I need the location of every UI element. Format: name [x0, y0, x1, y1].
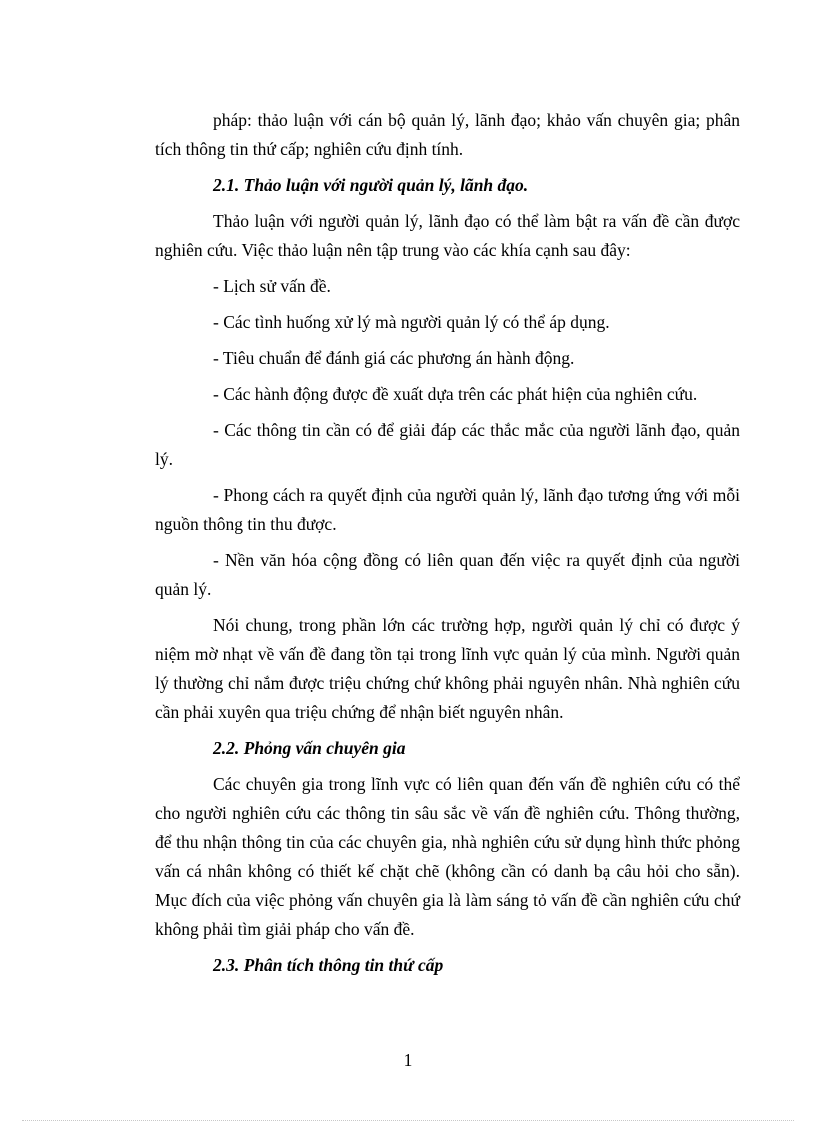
list-item: - Các hành động được đề xuất dựa trên các phát hiện của nghiên cứu.	[213, 384, 698, 404]
list-item: - Nền văn hóa cộng đồng có liên quan đến việc ra quyết định của người quản lý.	[155, 550, 740, 599]
list-item: - Lịch sử vấn đề.	[213, 276, 331, 296]
page-number: 1	[403, 1050, 413, 1070]
paragraph: Thảo luận với người quản lý, lãnh đạo có thể làm bật ra vấn đề cần được nghiên cứu. Việc thảo luận nên tập trung vào các khía cạnh sau đây:	[155, 211, 740, 260]
list-item: - Tiêu chuẩn để đánh giá các phương án hành động.	[213, 348, 575, 368]
list-item: - Các thông tin cần có để giải đáp các thắc mắc của người lãnh đạo, quản lý.	[155, 420, 740, 469]
page-bottom-divider	[22, 1120, 794, 1121]
section-heading: 2.2. Phỏng vấn chuyên gia	[213, 738, 406, 758]
list-item: - Phong cách ra quyết định của người quản lý, lãnh đạo tương ứng với mỗi nguồn thông tin thu được.	[155, 485, 740, 534]
paragraph: Nói chung, trong phần lớn các trường hợp, người quản lý chỉ có được ý niệm mờ nhạt về vấn đề đang tồn tại trong lĩnh vực quản lý của mình. Người quản lý thường chỉ nắm được triệu chứng chứ không phải nguyên nhân. Nhà nghiên cứu cần phải xuyên qua triệu chứng để nhận biết nguyên nhân.	[155, 615, 740, 722]
document-body	[155, 106, 740, 987]
paragraph: Các chuyên gia trong lĩnh vực có liên quan đến vấn đề nghiên cứu có thể cho người nghiên cứu các thông tin sâu sắc về vấn đề nghiên cứu. Thông thường, để thu nhận thông tin của các chuyên gia, nhà nghiên cứu sử dụng hình thức phỏng vấn cá nhân không có thiết kế chặt chẽ (không cần có danh bạ câu hỏi cho sẵn). Mục đích của việc phỏng vấn chuyên gia là làm sáng tỏ vấn đề cần nghiên cứu chứ không phải tìm giải pháp cho vấn đề.	[155, 774, 740, 939]
section-heading: 2.3. Phân tích thông tin thứ cấp	[213, 955, 444, 975]
paragraph: pháp: thảo luận với cán bộ quản lý, lãnh đạo; khảo vấn chuyên gia; phân tích thông tin thứ cấp; nghiên cứu định tính.	[155, 110, 740, 159]
section-heading: 2.1. Thảo luận với người quản lý, lãnh đạo.	[213, 175, 529, 195]
list-item: - Các tình huống xử lý mà người quản lý có thể áp dụng.	[213, 312, 610, 332]
